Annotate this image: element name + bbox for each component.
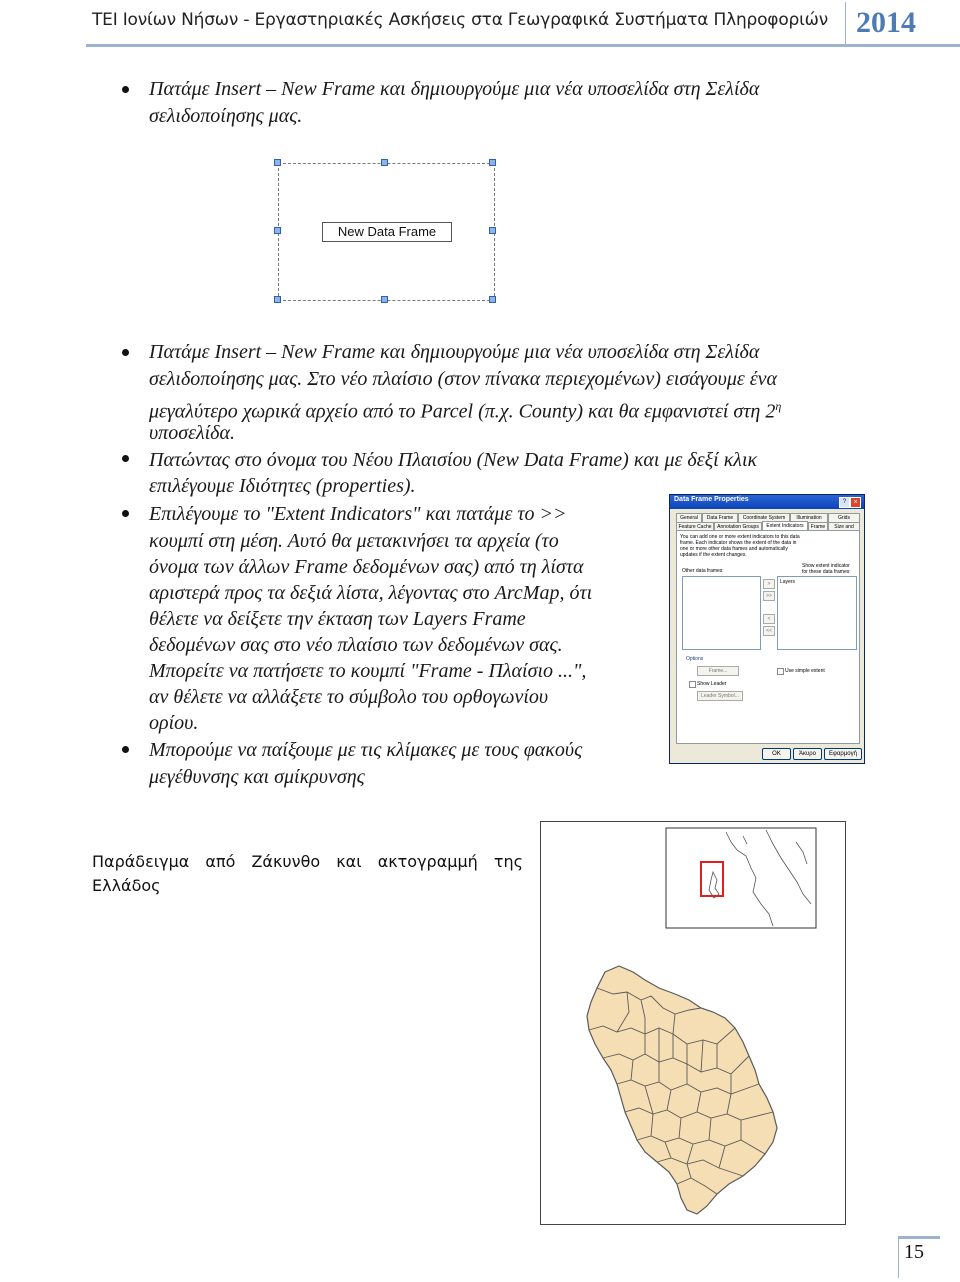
show-leader-label: Show Leader: [697, 681, 727, 687]
tab-feature-cache[interactable]: Feature Cache: [676, 522, 714, 532]
bullet-1-line-2: σελιδοποίησης μας.: [149, 105, 303, 127]
show-leader-checkbox[interactable]: [689, 681, 696, 688]
selection-handle: [489, 296, 496, 303]
other-frames-list[interactable]: [682, 576, 761, 650]
tab-annotation-groups[interactable]: Annotation Groups: [714, 522, 762, 532]
selection-handle: [274, 227, 281, 234]
page-number-rule: [898, 1236, 940, 1239]
header-rule: [86, 44, 846, 47]
list-item[interactable]: Layers: [780, 579, 796, 585]
move-all-left-button[interactable]: <<: [763, 626, 775, 636]
page-number: 15: [904, 1241, 924, 1263]
bullet-4-line-3: όνομα των άλλων Frame δεδομένων σας) από τη λίστα: [149, 556, 584, 578]
selection-handle: [381, 296, 388, 303]
close-button[interactable]: ×: [850, 497, 861, 508]
move-left-button[interactable]: <: [763, 614, 775, 624]
bullet-dot: [122, 455, 129, 462]
bullet-4-line-7: Μπορείτε να πατήσετε το κουμπί "Frame - Πλαίσιο ...",: [149, 660, 587, 682]
bullet-4-line-9: ορίου.: [149, 712, 199, 734]
leader-symbol-button[interactable]: Leader Symbol...: [697, 691, 743, 701]
ok-button[interactable]: OK: [762, 748, 791, 760]
new-data-frame-label: New Data Frame: [322, 222, 452, 242]
cancel-button[interactable]: Άκυρο: [793, 748, 822, 760]
tab-illumination[interactable]: Illumination: [790, 513, 828, 523]
extent-indicators-panel: [676, 530, 860, 744]
extent-description: You can add one or more extent indicators to this data frame. Each indicator shows the extent of the data in one or more other data frames and automatically updates if the extent changes.: [680, 534, 800, 558]
shown-frames-list[interactable]: [777, 576, 857, 650]
dialog-title: Data Frame Properties: [674, 496, 749, 503]
help-button[interactable]: ?: [839, 497, 850, 508]
bullet-4-line-5: θέλετε να δείξετε την έκταση των Layers Frame: [149, 608, 526, 630]
tab-size-and-position[interactable]: Size and: [828, 522, 860, 532]
island-outline: [587, 966, 777, 1214]
bullet-4-line-2: κουμπί στη μέση. Αυτό θα μετακινήσει τα αρχεία (το: [149, 530, 559, 552]
selection-handle: [489, 227, 496, 234]
bullet-2-line-4: υποσελίδα.: [149, 422, 235, 444]
header-year: 2014: [856, 6, 916, 39]
overview-frame: [666, 828, 816, 928]
selection-handle: [274, 296, 281, 303]
selection-handle: [274, 159, 281, 166]
bullet-2-line-2: σελιδοποίησης μας. Στο νέο πλαίσιο (στον πίνακα περιεχομένων) εισάγουμε ένα: [149, 368, 777, 390]
bullet-4-line-8: αν θέλετε να αλλάξετε το σύμβολο του ορθογωνίου: [149, 686, 549, 708]
tab-coordinate-system[interactable]: Coordinate System: [738, 513, 790, 523]
selection-handle: [489, 159, 496, 166]
example-caption: Παράδειγμα από Ζάκυνθο και ακτογραμμή της Ελλάδος: [92, 852, 523, 895]
tab-extent-indicators[interactable]: Extent Indicators: [762, 521, 808, 532]
tab-grids[interactable]: Grids: [828, 513, 860, 523]
bullet-4-line-4: αριστερά προς τα δεξιά λίστα, λέγοντας στο ArcMap, ότι: [149, 582, 593, 604]
page-number-rule-left: [898, 1236, 899, 1278]
options-group-label: Options: [686, 656, 704, 662]
selection-handle: [381, 159, 388, 166]
tab-frame[interactable]: Frame: [808, 522, 828, 532]
simple-extent-checkbox[interactable]: [777, 668, 784, 675]
bullet-dot: [122, 86, 129, 93]
tab-general[interactable]: General: [676, 513, 702, 523]
bullet-4-line-6: δεδομένων σας στο νέο πλαίσιο των δεδομένων σας.: [149, 634, 563, 656]
header-title: ΤΕΙ Ιονίων Νήσων - Εργαστηριακές Ασκήσεις στα Γεωγραφικά Συστήματα Πληροφοριών: [92, 10, 828, 30]
bullet-2-line-3: μεγαλύτερο χωρικά αρχείο από το Parcel (π.χ. County) και θα εμφανιστεί στη $2^\eta$: [149, 399, 782, 423]
move-all-right-button[interactable]: >>: [763, 591, 775, 601]
bullet-5-line-2: μεγέθυνσης και σμίκρυνσης: [149, 766, 365, 788]
bullet-dot: [122, 349, 129, 356]
other-frames-label: Other data frames:: [682, 568, 724, 574]
bullet-3-line-2: επιλέγουμε Ιδιότητες (properties).: [149, 475, 416, 497]
bullet-2-line-1: Πατάμε Insert – New Frame και δημιουργούμε μια νέα υποσελίδα στη Σελίδα: [149, 341, 760, 363]
bullet-5-line-1: Μπορούμε να παίξουμε με τις κλίμακες με τους φακούς: [149, 739, 583, 761]
tab-data-frame[interactable]: Data Frame: [702, 513, 738, 523]
move-right-button[interactable]: >: [763, 579, 775, 589]
bullet-dot: [122, 510, 129, 517]
frame-button[interactable]: Frame...: [697, 666, 739, 676]
bullet-4-line-1: Επιλέγουμε το "Extent Indicators" και πατάμε το >>: [149, 503, 567, 525]
dialog-title-bar: [670, 495, 864, 509]
simple-extent-label: Use simple extent: [785, 668, 825, 674]
data-frame-properties-dialog: [669, 494, 865, 764]
zakynthos-map-figure: [540, 821, 846, 1225]
apply-button[interactable]: Εφαρμογή: [824, 748, 862, 760]
bullet-dot: [122, 746, 129, 753]
bullet-1-line-1: Πατάμε Insert – New Frame και δημιουργούμε μια νέα υποσελίδα στη Σελίδα: [149, 78, 760, 100]
bullet-3-line-1: Πατώντας στο όνομα του Νέου Πλαισίου (New Data Frame) και με δεξί κλικ: [149, 449, 758, 471]
page-header: [0, 0, 960, 44]
map-svg: [541, 822, 845, 1224]
show-extent-label: Show extent indicator for these data frames:: [802, 563, 851, 575]
